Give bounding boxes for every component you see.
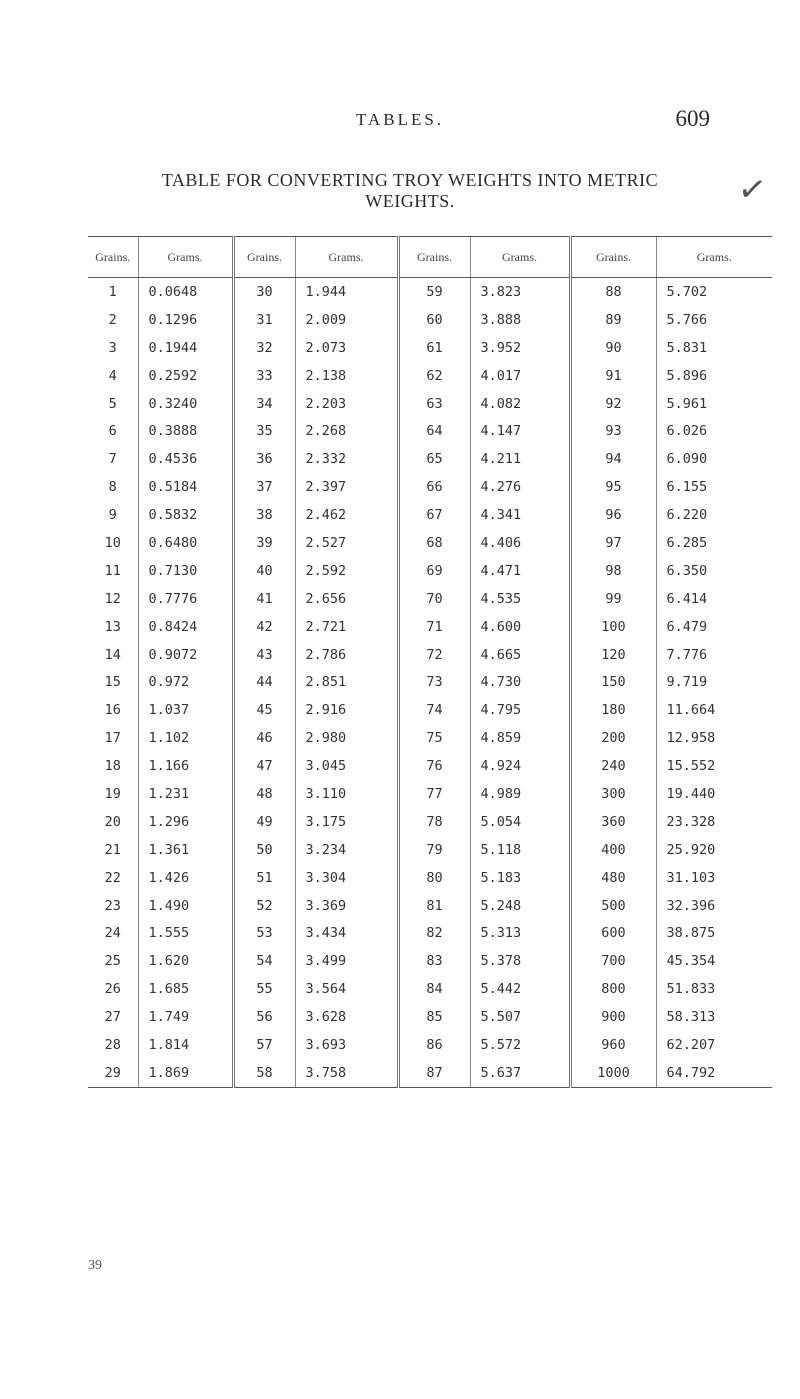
grams-cell: 5.896 bbox=[656, 362, 772, 390]
grains-cell: 240 bbox=[570, 752, 656, 780]
table-header-row bbox=[88, 237, 772, 278]
grains-cell: 11 bbox=[104, 562, 121, 579]
table-row bbox=[88, 975, 772, 1003]
grains-cell: 8 bbox=[108, 479, 117, 496]
grains-cell: 34 bbox=[233, 390, 295, 418]
table-row bbox=[88, 417, 772, 445]
grams-cell: 1.749 bbox=[138, 1003, 233, 1031]
grams-cell: 3.564 bbox=[295, 975, 398, 1003]
grams-cell: 5.378 bbox=[470, 947, 570, 975]
table-row bbox=[88, 864, 772, 892]
grams-cell: 0.1944 bbox=[138, 334, 233, 362]
grams-cell: 9.719 bbox=[656, 668, 772, 696]
grams-cell: 3.499 bbox=[295, 947, 398, 975]
grams-cell: 2.203 bbox=[295, 390, 398, 418]
grains-cell: 50 bbox=[233, 836, 295, 864]
grains-cell: 52 bbox=[233, 892, 295, 920]
grains-cell: 26 bbox=[104, 981, 121, 998]
grains-cell: 29 bbox=[88, 1059, 138, 1087]
grams-cell: 0.4536 bbox=[138, 445, 233, 473]
grains-cell: 9 bbox=[108, 507, 117, 524]
grains-cell: 22 bbox=[104, 869, 121, 886]
grains-cell: 38 bbox=[233, 501, 295, 529]
table-row bbox=[88, 501, 772, 529]
grains-cell: 120 bbox=[570, 641, 656, 669]
grams-cell: 1.944 bbox=[295, 278, 398, 306]
grams-cell: 6.350 bbox=[656, 557, 772, 585]
grains-cell: 960 bbox=[570, 1031, 656, 1059]
grams-cell: 2.397 bbox=[295, 473, 398, 501]
table-row bbox=[88, 529, 772, 557]
grams-cell: 2.916 bbox=[295, 696, 398, 724]
grains-cell: 180 bbox=[570, 696, 656, 724]
grains-cell: 37 bbox=[233, 473, 295, 501]
grams-cell: 6.479 bbox=[656, 613, 772, 641]
grams-cell: 6.414 bbox=[656, 585, 772, 613]
grains-cell: 70 bbox=[398, 585, 470, 613]
grams-cell: 31.103 bbox=[656, 864, 772, 892]
header-grams: Grams. bbox=[470, 237, 570, 278]
grams-cell: 0.0648 bbox=[138, 278, 233, 306]
table-row bbox=[88, 724, 772, 752]
grains-cell: 6 bbox=[108, 423, 117, 440]
table-row bbox=[88, 668, 772, 696]
grams-cell: 15.552 bbox=[656, 752, 772, 780]
grams-cell: 2.786 bbox=[295, 641, 398, 669]
table-row bbox=[88, 306, 772, 334]
grains-cell: 32 bbox=[233, 334, 295, 362]
grams-cell: 1.296 bbox=[138, 808, 233, 836]
grams-cell: 3.952 bbox=[470, 334, 570, 362]
grains-cell: 150 bbox=[570, 668, 656, 696]
grams-cell: 5.118 bbox=[470, 836, 570, 864]
grains-cell: 94 bbox=[570, 445, 656, 473]
grams-cell: 3.110 bbox=[295, 780, 398, 808]
grains-cell: 28 bbox=[104, 1036, 121, 1053]
grams-cell: 2.592 bbox=[295, 557, 398, 585]
grams-cell: 38.875 bbox=[656, 919, 772, 947]
grams-cell: 0.5832 bbox=[138, 501, 233, 529]
header-grains: Grains. bbox=[570, 237, 656, 278]
grams-cell: 5.442 bbox=[470, 975, 570, 1003]
grams-cell: 2.980 bbox=[295, 724, 398, 752]
grams-cell: 5.183 bbox=[470, 864, 570, 892]
running-title: TABLES. bbox=[355, 110, 445, 129]
grains-cell: 480 bbox=[570, 864, 656, 892]
table-row bbox=[88, 362, 772, 390]
table-row bbox=[88, 892, 772, 920]
grams-cell: 4.082 bbox=[470, 390, 570, 418]
grams-cell: 5.702 bbox=[656, 278, 772, 306]
grains-cell: 73 bbox=[398, 668, 470, 696]
grams-cell: 3.304 bbox=[295, 864, 398, 892]
grains-cell: 5 bbox=[108, 395, 117, 412]
table-body bbox=[88, 278, 772, 1088]
grains-cell: 10 bbox=[104, 534, 121, 551]
grams-cell: 3.434 bbox=[295, 919, 398, 947]
grams-cell: 0.5184 bbox=[138, 473, 233, 501]
grains-cell: 77 bbox=[398, 780, 470, 808]
grams-cell: 4.276 bbox=[470, 473, 570, 501]
grains-cell: 23 bbox=[104, 897, 121, 914]
grams-cell: 5.961 bbox=[656, 390, 772, 418]
grams-cell: 19.440 bbox=[656, 780, 772, 808]
grains-cell: 84 bbox=[398, 975, 470, 1003]
grams-cell: 2.138 bbox=[295, 362, 398, 390]
grains-cell: 87 bbox=[398, 1059, 470, 1087]
grams-cell: 4.535 bbox=[470, 585, 570, 613]
grams-cell: 51.833 bbox=[656, 975, 772, 1003]
grains-cell: 86 bbox=[398, 1031, 470, 1059]
grains-cell: 45 bbox=[233, 696, 295, 724]
grams-cell: 4.471 bbox=[470, 557, 570, 585]
grams-cell: 4.147 bbox=[470, 417, 570, 445]
header-grams: Grams. bbox=[138, 237, 233, 278]
header-grains: Grains. bbox=[88, 237, 138, 278]
grams-cell: 0.7776 bbox=[138, 585, 233, 613]
grams-cell: 11.664 bbox=[656, 696, 772, 724]
grains-cell: 12 bbox=[104, 590, 121, 607]
grains-cell: 60 bbox=[398, 306, 470, 334]
grains-cell: 79 bbox=[398, 836, 470, 864]
grams-cell: 4.924 bbox=[470, 752, 570, 780]
grains-cell: 21 bbox=[104, 841, 121, 858]
page-title bbox=[90, 170, 730, 212]
grams-cell: 6.090 bbox=[656, 445, 772, 473]
grains-cell: 64 bbox=[398, 417, 470, 445]
grains-cell: 83 bbox=[398, 947, 470, 975]
grams-cell: 0.6480 bbox=[138, 529, 233, 557]
grams-cell: 0.2592 bbox=[138, 362, 233, 390]
grams-cell: 1.869 bbox=[138, 1059, 233, 1087]
grains-cell: 47 bbox=[233, 752, 295, 780]
grains-cell: 68 bbox=[398, 529, 470, 557]
grams-cell: 1.102 bbox=[138, 724, 233, 752]
grams-cell: 3.693 bbox=[295, 1031, 398, 1059]
grams-cell: 4.730 bbox=[470, 668, 570, 696]
grains-cell: 7 bbox=[108, 451, 117, 468]
grains-cell: 900 bbox=[570, 1003, 656, 1031]
grams-cell: 3.045 bbox=[295, 752, 398, 780]
grains-cell: 56 bbox=[233, 1003, 295, 1031]
table-row bbox=[88, 334, 772, 362]
grams-cell: 1.166 bbox=[138, 752, 233, 780]
grams-cell: 0.8424 bbox=[138, 613, 233, 641]
grams-cell: 0.9072 bbox=[138, 641, 233, 669]
page-number: 609 bbox=[675, 106, 710, 131]
grains-cell: 20 bbox=[104, 813, 121, 830]
grains-cell: 90 bbox=[570, 334, 656, 362]
table-row bbox=[88, 390, 772, 418]
grains-cell: 75 bbox=[398, 724, 470, 752]
grams-cell: 2.527 bbox=[295, 529, 398, 557]
table-row bbox=[88, 641, 772, 669]
grains-cell: 400 bbox=[570, 836, 656, 864]
grams-cell: 5.637 bbox=[470, 1059, 570, 1087]
grams-cell: 2.462 bbox=[295, 501, 398, 529]
grams-cell: 62.207 bbox=[656, 1031, 772, 1059]
grams-cell: 4.211 bbox=[470, 445, 570, 473]
grains-cell: 69 bbox=[398, 557, 470, 585]
grains-cell: 16 bbox=[104, 702, 121, 719]
grams-cell: 2.721 bbox=[295, 613, 398, 641]
grams-cell: 23.328 bbox=[656, 808, 772, 836]
grams-cell: 2.073 bbox=[295, 334, 398, 362]
grams-cell: 7.776 bbox=[656, 641, 772, 669]
table-row bbox=[88, 473, 772, 501]
grams-cell: 2.268 bbox=[295, 417, 398, 445]
grains-cell: 54 bbox=[233, 947, 295, 975]
grains-cell: 3 bbox=[108, 339, 117, 356]
grains-cell: 42 bbox=[233, 613, 295, 641]
grains-cell: 800 bbox=[570, 975, 656, 1003]
grains-cell: 85 bbox=[398, 1003, 470, 1031]
grams-cell: 5.831 bbox=[656, 334, 772, 362]
grams-cell: 4.406 bbox=[470, 529, 570, 557]
table-row bbox=[88, 557, 772, 585]
grains-cell: 59 bbox=[398, 278, 470, 306]
grams-cell: 2.851 bbox=[295, 668, 398, 696]
grains-cell: 15 bbox=[104, 674, 121, 691]
grams-cell: 1.555 bbox=[138, 919, 233, 947]
grains-cell: 4 bbox=[108, 367, 117, 384]
grams-cell: 25.920 bbox=[656, 836, 772, 864]
title-line-2: WEIGHTS. bbox=[365, 191, 455, 211]
grains-cell: 39 bbox=[233, 529, 295, 557]
grams-cell: 4.665 bbox=[470, 641, 570, 669]
grams-cell: 4.017 bbox=[470, 362, 570, 390]
grams-cell: 0.1296 bbox=[138, 306, 233, 334]
table-row bbox=[88, 445, 772, 473]
grams-cell: 6.155 bbox=[656, 473, 772, 501]
grains-cell: 93 bbox=[570, 417, 656, 445]
grains-cell: 36 bbox=[233, 445, 295, 473]
grams-cell: 4.341 bbox=[470, 501, 570, 529]
grains-cell: 500 bbox=[570, 892, 656, 920]
grains-cell: 1000 bbox=[570, 1059, 656, 1087]
grams-cell: 3.175 bbox=[295, 808, 398, 836]
grains-cell: 81 bbox=[398, 892, 470, 920]
grams-cell: 3.628 bbox=[295, 1003, 398, 1031]
grains-cell: 72 bbox=[398, 641, 470, 669]
grams-cell: 58.313 bbox=[656, 1003, 772, 1031]
grams-cell: 1.426 bbox=[138, 864, 233, 892]
grains-cell: 74 bbox=[398, 696, 470, 724]
grams-cell: 6.220 bbox=[656, 501, 772, 529]
grams-cell: 4.795 bbox=[470, 696, 570, 724]
grams-cell: 64.792 bbox=[656, 1059, 772, 1087]
table-row bbox=[88, 836, 772, 864]
grains-cell: 30 bbox=[233, 278, 295, 306]
grams-cell: 0.3888 bbox=[138, 417, 233, 445]
grains-cell: 44 bbox=[233, 668, 295, 696]
grams-cell: 45.354 bbox=[656, 947, 772, 975]
grams-cell: 0.3240 bbox=[138, 390, 233, 418]
grains-cell: 62 bbox=[398, 362, 470, 390]
grains-cell: 80 bbox=[398, 864, 470, 892]
grains-cell: 58 bbox=[233, 1059, 295, 1087]
grains-cell: 88 bbox=[570, 278, 656, 306]
grains-cell: 1 bbox=[108, 283, 117, 300]
grains-cell: 98 bbox=[570, 557, 656, 585]
grains-cell: 89 bbox=[570, 306, 656, 334]
grains-cell: 360 bbox=[570, 808, 656, 836]
grams-cell: 1.490 bbox=[138, 892, 233, 920]
table-row bbox=[88, 696, 772, 724]
grains-cell: 35 bbox=[233, 417, 295, 445]
grains-cell: 65 bbox=[398, 445, 470, 473]
grams-cell: 1.231 bbox=[138, 780, 233, 808]
grains-cell: 27 bbox=[104, 1009, 121, 1026]
grains-cell: 14 bbox=[104, 646, 121, 663]
grams-cell: 2.332 bbox=[295, 445, 398, 473]
grams-cell: 3.823 bbox=[470, 278, 570, 306]
grains-cell: 48 bbox=[233, 780, 295, 808]
grams-cell: 3.758 bbox=[295, 1059, 398, 1087]
grams-cell: 1.685 bbox=[138, 975, 233, 1003]
grains-cell: 17 bbox=[104, 730, 121, 747]
table-row bbox=[88, 752, 772, 780]
grains-cell: 40 bbox=[233, 557, 295, 585]
table-row bbox=[88, 585, 772, 613]
grams-cell: 1.814 bbox=[138, 1031, 233, 1059]
grams-cell: 32.396 bbox=[656, 892, 772, 920]
grains-cell: 57 bbox=[233, 1031, 295, 1059]
grams-cell: 0.7130 bbox=[138, 557, 233, 585]
grains-cell: 46 bbox=[233, 724, 295, 752]
grains-cell: 78 bbox=[398, 808, 470, 836]
grains-cell: 31 bbox=[233, 306, 295, 334]
header-grams: Grams. bbox=[295, 237, 398, 278]
grains-cell: 99 bbox=[570, 585, 656, 613]
grams-cell: 5.248 bbox=[470, 892, 570, 920]
grains-cell: 71 bbox=[398, 613, 470, 641]
conversion-table bbox=[88, 236, 772, 1088]
grams-cell: 3.234 bbox=[295, 836, 398, 864]
grams-cell: 3.888 bbox=[470, 306, 570, 334]
grains-cell: 18 bbox=[104, 758, 121, 775]
grams-cell: 5.054 bbox=[470, 808, 570, 836]
grains-cell: 600 bbox=[570, 919, 656, 947]
grams-cell: 4.859 bbox=[470, 724, 570, 752]
table-row bbox=[88, 1031, 772, 1059]
table-row bbox=[88, 808, 772, 836]
table-row bbox=[88, 278, 772, 306]
grains-cell: 92 bbox=[570, 390, 656, 418]
grains-cell: 25 bbox=[104, 953, 121, 970]
grains-cell: 91 bbox=[570, 362, 656, 390]
check-mark-icon: ✓ bbox=[735, 170, 769, 211]
table-row bbox=[88, 1003, 772, 1031]
header-grains: Grains. bbox=[233, 237, 295, 278]
table-row bbox=[88, 919, 772, 947]
grains-cell: 100 bbox=[570, 613, 656, 641]
grams-cell: 12.958 bbox=[656, 724, 772, 752]
header-grams: Grams. bbox=[656, 237, 772, 278]
grains-cell: 76 bbox=[398, 752, 470, 780]
grams-cell: 2.009 bbox=[295, 306, 398, 334]
grams-cell: 5.766 bbox=[656, 306, 772, 334]
grains-cell: 51 bbox=[233, 864, 295, 892]
grains-cell: 82 bbox=[398, 919, 470, 947]
grams-cell: 2.656 bbox=[295, 585, 398, 613]
grams-cell: 4.989 bbox=[470, 780, 570, 808]
grams-cell: 1.620 bbox=[138, 947, 233, 975]
grams-cell: 4.600 bbox=[470, 613, 570, 641]
title-line-1: TABLE FOR CONVERTING TROY WEIGHTS INTO METRIC bbox=[161, 170, 659, 190]
grains-cell: 96 bbox=[570, 501, 656, 529]
header-grains: Grains. bbox=[398, 237, 470, 278]
grains-cell: 2 bbox=[108, 311, 117, 328]
grams-cell: 6.026 bbox=[656, 417, 772, 445]
grains-cell: 67 bbox=[398, 501, 470, 529]
grains-cell: 55 bbox=[233, 975, 295, 1003]
grams-cell: 6.285 bbox=[656, 529, 772, 557]
grams-cell: 1.361 bbox=[138, 836, 233, 864]
grains-cell: 97 bbox=[570, 529, 656, 557]
grains-cell: 24 bbox=[104, 925, 121, 942]
grains-cell: 53 bbox=[233, 919, 295, 947]
grains-cell: 200 bbox=[570, 724, 656, 752]
table-row bbox=[88, 947, 772, 975]
grains-cell: 43 bbox=[233, 641, 295, 669]
grams-cell: 0.972 bbox=[138, 668, 233, 696]
grains-cell: 66 bbox=[398, 473, 470, 501]
grams-cell: 1.037 bbox=[138, 696, 233, 724]
grains-cell: 63 bbox=[398, 390, 470, 418]
grains-cell: 49 bbox=[233, 808, 295, 836]
grains-cell: 61 bbox=[398, 334, 470, 362]
grams-cell: 5.507 bbox=[470, 1003, 570, 1031]
grains-cell: 41 bbox=[233, 585, 295, 613]
signature-mark: 39 bbox=[88, 1258, 102, 1273]
table-row bbox=[88, 780, 772, 808]
grams-cell: 5.313 bbox=[470, 919, 570, 947]
grams-cell: 3.369 bbox=[295, 892, 398, 920]
table-row bbox=[88, 1059, 772, 1087]
grains-cell: 95 bbox=[570, 473, 656, 501]
grains-cell: 700 bbox=[570, 947, 656, 975]
grains-cell: 19 bbox=[104, 785, 121, 802]
conversion-table-container bbox=[88, 236, 772, 1088]
table-row bbox=[88, 613, 772, 641]
grains-cell: 33 bbox=[233, 362, 295, 390]
grains-cell: 300 bbox=[570, 780, 656, 808]
grams-cell: 5.572 bbox=[470, 1031, 570, 1059]
grains-cell: 13 bbox=[104, 618, 121, 635]
